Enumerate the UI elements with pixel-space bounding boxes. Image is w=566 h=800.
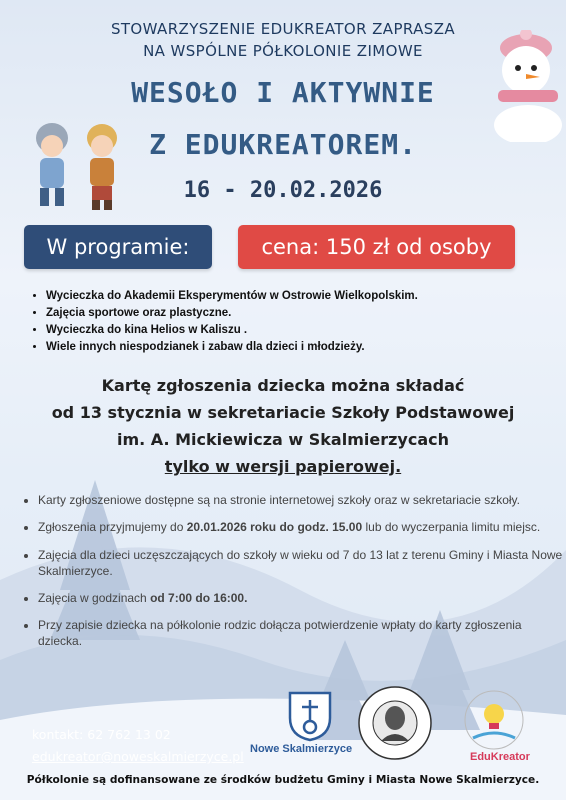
program-item: • Zajęcia sportowe oraz plastyczne.	[46, 305, 566, 322]
registration-line-1: Kartę zgłoszenia dziecka można składać	[101, 376, 465, 395]
registration-line-3: im. A. Mickiewicza w Skalmierzycach	[116, 430, 450, 449]
edukreator-logo-icon	[455, 690, 533, 750]
title-line-1: WESOŁO I AKTYWNIE	[131, 76, 435, 109]
info-list	[20, 492, 566, 660]
town-crest-icon	[287, 690, 333, 742]
info-item-forms: • Karty zgłoszeniowe dostępne są na stronie internetowej szkoły oraz w sekretariacie szkoły.	[38, 492, 566, 508]
program-item: • Wycieczka do Akademii Eksperymentów w Ostrowie Wielkopolskim.	[46, 288, 566, 305]
contact-email[interactable]: edukreator@noweskalmierzyce.pl	[32, 749, 244, 764]
program-badge: W programie:	[24, 225, 212, 269]
program-list	[28, 288, 566, 356]
deadline-text-end: lub do wyczerpania limitu miejsc.	[362, 520, 541, 534]
registration-info	[0, 372, 566, 480]
deadline-date: 20.01.2026 roku do godz. 15.00	[186, 520, 363, 534]
organizer-line-1: STOWARZYSZENIE EDUKREATOR ZAPRASZA	[110, 20, 456, 38]
registration-line-2: od 13 stycznia w sekretariacie Szkoły Podstawowej	[51, 403, 515, 422]
program-item: • Wycieczka do kina Helios w Kaliszu .	[46, 322, 566, 339]
info-item-eligibility: • Zajęcia dla dzieci uczęszczających do szkoły w wieku od 7 do 13 lat z terenu Gminy i Miasta Nowe Skalmierzyce.	[38, 547, 566, 579]
contact-phone: kontakt: 62 762 13 02	[32, 727, 171, 742]
hours-value: od 7:00 do 16:00.	[150, 591, 248, 605]
deadline-text: Zgłoszenia przyjmujemy do	[38, 520, 187, 534]
title-line-2: Z EDUKREATOREM.	[149, 128, 417, 161]
price-badge: cena: 150 zł od osoby	[238, 225, 515, 269]
school-seal-icon	[357, 685, 433, 761]
info-item-payment: • Przy zapisie dziecka na półkolonie rodzic dołącza potwierdzenie wpłaty do karty zgłoszenia dziecka.	[38, 617, 566, 649]
funding-footer: Półkolonie są dofinansowane ze środków budżetu Gminy i Miasta Nowe Skalmierzyce.	[26, 774, 540, 786]
edukreator-name: EduKreator	[470, 751, 530, 763]
program-item: • Wiele innych niespodzianek i zabaw dla dzieci i młodzieży.	[46, 339, 566, 356]
registration-line-4: tylko w wersji papierowej.	[164, 457, 402, 476]
info-item-deadline	[38, 519, 566, 535]
town-name: Nowe Skalmierzyce	[250, 743, 353, 755]
hours-text: Zajęcia w godzinach	[38, 591, 151, 605]
event-dates: 16 - 20.02.2026	[183, 178, 383, 203]
info-item-hours	[38, 590, 566, 606]
organizer-line-2: NA WSPÓLNE PÓŁKOLONIE ZIMOWE	[143, 42, 423, 60]
